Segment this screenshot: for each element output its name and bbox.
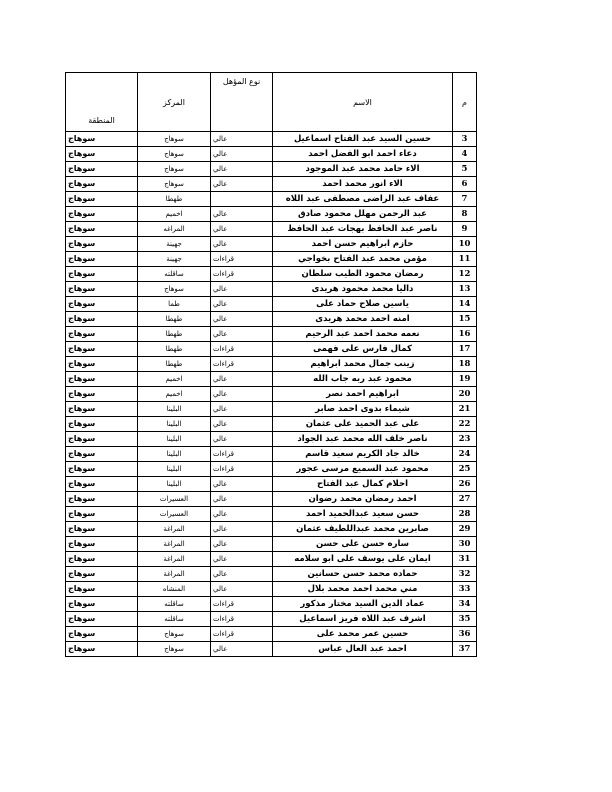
row-name: حسن سعيد عبدالحميد احمد <box>273 507 453 522</box>
row-name: محمود عبد ربه جاب الله <box>273 372 453 387</box>
row-region: سوهاج <box>66 567 138 582</box>
table-row <box>66 492 477 507</box>
row-qualification: عالي <box>211 537 273 552</box>
table-row <box>66 132 477 147</box>
table-row <box>66 612 477 627</box>
table-row <box>66 627 477 642</box>
row-name: الاء حامد محمد عبد الموجود <box>273 162 453 177</box>
row-center: سوهاج <box>138 627 211 642</box>
row-region: سوهاج <box>66 327 138 342</box>
row-qualification: قراءات <box>211 462 273 477</box>
row-center: اخميم <box>138 372 211 387</box>
header-region: المنطقة <box>66 73 138 132</box>
row-qualification: عالي <box>211 492 273 507</box>
row-center: المراغة <box>138 567 211 582</box>
row-center: اخميم <box>138 207 211 222</box>
row-region: سوهاج <box>66 582 138 597</box>
row-qualification: عالي <box>211 327 273 342</box>
row-qualification: قراءات <box>211 597 273 612</box>
row-region: سوهاج <box>66 312 138 327</box>
row-qualification: قراءات <box>211 447 273 462</box>
row-number: 4 <box>453 147 477 162</box>
row-qualification: عالي <box>211 417 273 432</box>
header-center: المركز <box>138 73 211 132</box>
table-row <box>66 357 477 372</box>
row-number: 31 <box>453 552 477 567</box>
header-row <box>66 73 477 132</box>
row-name: احمد رمضان محمد رضوان <box>273 492 453 507</box>
row-center: البلينا <box>138 432 211 447</box>
row-center: طما <box>138 297 211 312</box>
row-qualification: عالي <box>211 132 273 147</box>
row-center: البلينا <box>138 402 211 417</box>
table-row <box>66 162 477 177</box>
row-region: سوهاج <box>66 297 138 312</box>
row-name: محمود عبد السميع مرسى عجور <box>273 462 453 477</box>
row-name: ناصر عبد الحافظ بهجات عبد الحافظ <box>273 222 453 237</box>
row-center: سوهاج <box>138 177 211 192</box>
table-row <box>66 402 477 417</box>
row-center: جهينة <box>138 237 211 252</box>
row-region: سوهاج <box>66 432 138 447</box>
row-number: 36 <box>453 627 477 642</box>
row-region: سوهاج <box>66 492 138 507</box>
row-number: 33 <box>453 582 477 597</box>
row-center: العسيرات <box>138 507 211 522</box>
row-center: ساقلته <box>138 267 211 282</box>
row-number: 22 <box>453 417 477 432</box>
row-qualification: عالي <box>211 222 273 237</box>
table-row <box>66 327 477 342</box>
row-center: البلينا <box>138 477 211 492</box>
table-row <box>66 147 477 162</box>
row-number: 12 <box>453 267 477 282</box>
row-number: 37 <box>453 642 477 657</box>
row-qualification: عالي <box>211 177 273 192</box>
row-region: سوهاج <box>66 507 138 522</box>
row-region: سوهاج <box>66 402 138 417</box>
row-name: ناصر خلف الله محمد عبد الجواد <box>273 432 453 447</box>
row-region: سوهاج <box>66 282 138 297</box>
row-region: سوهاج <box>66 477 138 492</box>
row-region: سوهاج <box>66 222 138 237</box>
row-number: 35 <box>453 612 477 627</box>
row-qualification: عالي <box>211 402 273 417</box>
row-center: المنشاه <box>138 582 211 597</box>
row-number: 29 <box>453 522 477 537</box>
row-region: سوهاج <box>66 552 138 567</box>
row-region: سوهاج <box>66 372 138 387</box>
table-row <box>66 552 477 567</box>
row-number: 13 <box>453 282 477 297</box>
table-row <box>66 267 477 282</box>
table-row <box>66 312 477 327</box>
row-region: سوهاج <box>66 417 138 432</box>
row-qualification: عالي <box>211 477 273 492</box>
row-region: سوهاج <box>66 192 138 207</box>
row-qualification: عالي <box>211 237 273 252</box>
row-region: سوهاج <box>66 237 138 252</box>
row-qualification: قراءات <box>211 627 273 642</box>
table-row <box>66 432 477 447</box>
table-row <box>66 507 477 522</box>
row-qualification: عالي <box>211 207 273 222</box>
row-center: المراغة <box>138 552 211 567</box>
table-row <box>66 237 477 252</box>
table-row <box>66 222 477 237</box>
row-center: طهطا <box>138 357 211 372</box>
row-qualification: عالي <box>211 147 273 162</box>
table-row <box>66 447 477 462</box>
row-region: سوهاج <box>66 597 138 612</box>
row-qualification: عالي <box>211 297 273 312</box>
row-number: 23 <box>453 432 477 447</box>
row-number: 19 <box>453 372 477 387</box>
row-qualification: عالي <box>211 507 273 522</box>
row-qualification: عالي <box>211 522 273 537</box>
table-row <box>66 207 477 222</box>
row-number: 20 <box>453 387 477 402</box>
table-row <box>66 372 477 387</box>
row-region: سوهاج <box>66 132 138 147</box>
row-qualification: عالي <box>211 312 273 327</box>
table-row <box>66 477 477 492</box>
row-name: ساره حسن على حسن <box>273 537 453 552</box>
table-row <box>66 177 477 192</box>
row-name: احمد عبد العال عباس <box>273 642 453 657</box>
row-center: البلينا <box>138 462 211 477</box>
row-number: 27 <box>453 492 477 507</box>
row-name: الاء انور محمد احمد <box>273 177 453 192</box>
row-name: عفاف عبد الراضى مصطفى عبد اللاه <box>273 192 453 207</box>
row-number: 7 <box>453 192 477 207</box>
row-name: كمال فارس على فهمى <box>273 342 453 357</box>
row-number: 14 <box>453 297 477 312</box>
row-center: اخميم <box>138 387 211 402</box>
row-qualification: عالي <box>211 162 273 177</box>
table-row <box>66 522 477 537</box>
row-name: على عبد الحميد على عثمان <box>273 417 453 432</box>
row-center: سوهاج <box>138 162 211 177</box>
row-qualification: عالي <box>211 432 273 447</box>
row-region: سوهاج <box>66 252 138 267</box>
row-name: احلام كمال عبد الفتاح <box>273 477 453 492</box>
row-center: البلينا <box>138 447 211 462</box>
row-name: نعمه محمد احمد عبد الرحيم <box>273 327 453 342</box>
row-name: عبد الرحمن مهلل محمود صادق <box>273 207 453 222</box>
row-qualification: عالي <box>211 582 273 597</box>
row-qualification: قراءات <box>211 342 273 357</box>
row-name: حسين السيد عبد الفتاح اسماعيل <box>273 132 453 147</box>
row-region: سوهاج <box>66 642 138 657</box>
row-center: سوهاج <box>138 642 211 657</box>
row-qualification: عالي <box>211 567 273 582</box>
row-name: زينب جمال محمد ابراهيم <box>273 357 453 372</box>
row-center: البلينا <box>138 417 211 432</box>
row-region: سوهاج <box>66 342 138 357</box>
table-body <box>66 132 477 657</box>
row-number: 34 <box>453 597 477 612</box>
row-region: سوهاج <box>66 447 138 462</box>
table-row <box>66 387 477 402</box>
row-center: سوهاج <box>138 132 211 147</box>
row-center: طهطا <box>138 192 211 207</box>
row-region: سوهاج <box>66 267 138 282</box>
personnel-table <box>65 72 477 657</box>
row-number: 8 <box>453 207 477 222</box>
row-region: سوهاج <box>66 612 138 627</box>
table-row <box>66 597 477 612</box>
row-number: 17 <box>453 342 477 357</box>
header-qualification: نوع المؤهل <box>211 73 273 132</box>
table-row <box>66 642 477 657</box>
row-name: امنه احمد محمد هريدى <box>273 312 453 327</box>
row-region: سوهاج <box>66 357 138 372</box>
row-number: 24 <box>453 447 477 462</box>
row-number: 5 <box>453 162 477 177</box>
header-name: الاسم <box>273 73 453 132</box>
row-qualification: قراءات <box>211 267 273 282</box>
row-name: ايمان على يوسف على ابو سلامه <box>273 552 453 567</box>
row-name: حماده محمد حسن حسانين <box>273 567 453 582</box>
row-name: رمضان محمود الطيب سلطان <box>273 267 453 282</box>
row-name: حسين عمر محمد على <box>273 627 453 642</box>
row-center: طهطا <box>138 312 211 327</box>
row-number: 28 <box>453 507 477 522</box>
row-number: 32 <box>453 567 477 582</box>
row-region: سوهاج <box>66 537 138 552</box>
row-qualification <box>211 192 273 207</box>
row-center: ساقلته <box>138 612 211 627</box>
row-name: حازم ابراهيم حسن احمد <box>273 237 453 252</box>
row-name: عماد الدين السيد مختار مذكور <box>273 597 453 612</box>
row-region: سوهاج <box>66 462 138 477</box>
table-row <box>66 462 477 477</box>
table-row <box>66 582 477 597</box>
row-center: العسيرات <box>138 492 211 507</box>
header-num: م <box>453 73 477 132</box>
row-number: 15 <box>453 312 477 327</box>
table-row <box>66 252 477 267</box>
row-region: سوهاج <box>66 207 138 222</box>
row-name: دعاء احمد ابو الفضل احمد <box>273 147 453 162</box>
table-row <box>66 567 477 582</box>
row-number: 11 <box>453 252 477 267</box>
row-number: 18 <box>453 357 477 372</box>
row-number: 10 <box>453 237 477 252</box>
row-name: داليا محمد محمود هريدى <box>273 282 453 297</box>
row-region: سوهاج <box>66 627 138 642</box>
row-qualification: عالي <box>211 372 273 387</box>
row-number: 26 <box>453 477 477 492</box>
table-row <box>66 417 477 432</box>
row-center: سوهاج <box>138 147 211 162</box>
row-name: اشرف عبد اللاه فريز اسماعيل <box>273 612 453 627</box>
row-name: شيماء بدوى احمد صابر <box>273 402 453 417</box>
row-qualification: قراءات <box>211 357 273 372</box>
row-center: ساقلته <box>138 597 211 612</box>
row-number: 3 <box>453 132 477 147</box>
row-center: طهطا <box>138 327 211 342</box>
row-number: 6 <box>453 177 477 192</box>
row-qualification: قراءات <box>211 252 273 267</box>
row-center: المراغه <box>138 222 211 237</box>
row-name: صابرين محمد عبداللطيف عثمان <box>273 522 453 537</box>
row-name: مؤمن محمد عبد الفتاح بخواجي <box>273 252 453 267</box>
row-number: 16 <box>453 327 477 342</box>
row-name: خالد جاد الكريم سعيد قاسم <box>273 447 453 462</box>
row-region: سوهاج <box>66 387 138 402</box>
row-number: 30 <box>453 537 477 552</box>
table-row <box>66 537 477 552</box>
row-region: سوهاج <box>66 177 138 192</box>
table-row <box>66 282 477 297</box>
row-center: طهطا <box>138 342 211 357</box>
row-center: سوهاج <box>138 282 211 297</box>
row-region: سوهاج <box>66 147 138 162</box>
row-center: المراغة <box>138 537 211 552</box>
row-region: سوهاج <box>66 162 138 177</box>
row-number: 21 <box>453 402 477 417</box>
row-region: سوهاج <box>66 522 138 537</box>
row-center: المراغة <box>138 522 211 537</box>
row-name: ياسين صلاح حماد على <box>273 297 453 312</box>
row-qualification: قراءات <box>211 612 273 627</box>
row-qualification: عالي <box>211 552 273 567</box>
table-row <box>66 192 477 207</box>
row-qualification: عالي <box>211 642 273 657</box>
table-row <box>66 342 477 357</box>
table-row <box>66 297 477 312</box>
row-name: ابراهيم احمد نصر <box>273 387 453 402</box>
row-qualification: عالي <box>211 387 273 402</box>
row-name: مني محمد احمد محمد بلال <box>273 582 453 597</box>
row-number: 25 <box>453 462 477 477</box>
row-qualification: عالي <box>211 282 273 297</box>
row-center: جهينة <box>138 252 211 267</box>
row-number: 9 <box>453 222 477 237</box>
